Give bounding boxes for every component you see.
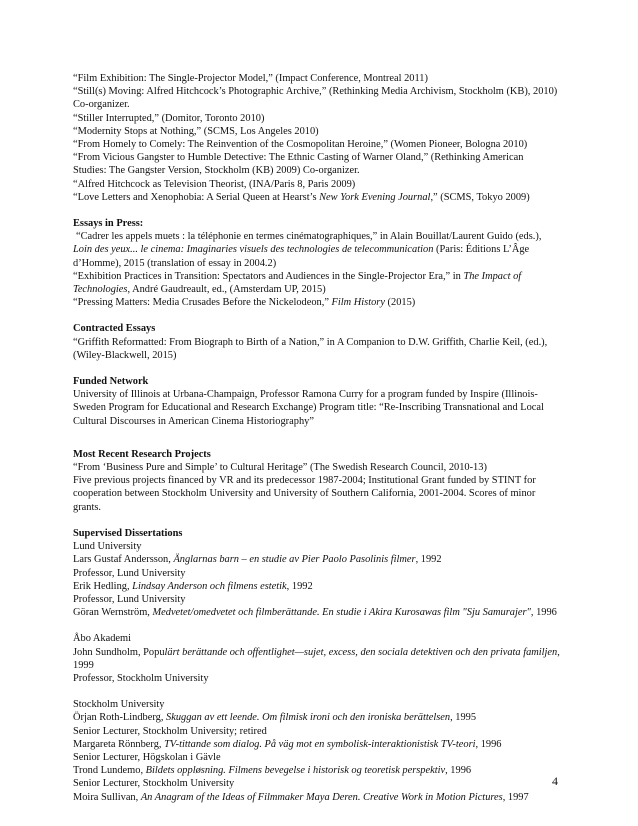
dissertation-line (73, 738, 563, 751)
position-line: Professor, Lund University (73, 593, 186, 605)
presentation-line: “Modernity Stops at Nothing,” (SCMS, Los Angeles 2010) (73, 125, 319, 137)
position-line: Professor, Lund University (73, 567, 186, 579)
presentation-line: “Still(s) Moving: Alfred Hitchcock’s Photographic Archive,” (Rethinking Media Archivism, Stockholm (KB), 2010) (73, 86, 558, 98)
cv-page (73, 72, 563, 804)
text-segment: , André Gaudreault, ed., (Amsterdam UP, 2015) (127, 284, 326, 296)
section-heading: Most Recent Research Projects (73, 448, 211, 460)
presentation-line: “Stiller Interrupted,” (Domitor, Toronto 2010) (73, 112, 265, 124)
title-segment: Lindsay Anderson och filmens estetik (132, 580, 287, 592)
position-line: Senior Lecturer, Stockholm University; retired (73, 725, 267, 737)
dissertation-line (73, 711, 563, 724)
title-segment: Änglarnas barn – en studie av Pier Paolo Pasolinis filmer (173, 554, 416, 566)
essay-line (73, 270, 563, 283)
paragraph-line: grants. (73, 501, 101, 513)
text-segment: “Exhibition Practices in Transition: Spectators and Audiences in the Single-Projector Era,” in (73, 270, 464, 282)
title-segment: Skuggan av ett leende. Om filmisk ironi och den ironiska berättelsen (166, 712, 451, 724)
paragraph-line: Sweden Program for Educational and Research Exchange) Program title: “Re-Inscribing Transnational and Local (73, 402, 544, 414)
text-segment: John Sundholm, Popu (73, 646, 165, 658)
essay-line: (Wiley-Blackwell, 2015) (73, 349, 177, 361)
presentations-list (73, 72, 563, 204)
institution-label: Lund University (73, 541, 142, 553)
essay-line (73, 283, 563, 296)
paragraph-line: “From ‘Business Pure and Simple’ to Cultural Heritage” (The Swedish Research Council, 2010-13) (73, 462, 487, 474)
essay-line (73, 296, 563, 309)
title-segment: Film History (331, 297, 385, 309)
presentation-line (73, 191, 563, 204)
title-segment: TV-tittande som dialog. På väg mot en symbolisk-interaktionistisk TV-teori (164, 738, 476, 750)
contracted-essays-section (73, 322, 563, 362)
text-segment: Erik Hedling, (73, 580, 133, 592)
dissertation-line (73, 606, 563, 619)
title-segment: Medvetet/omedvetet och filmberättande. En studie i Akira Kurosawas film "Sju Samurajer", (152, 607, 534, 619)
institution-label: Stockholm University (73, 699, 165, 711)
research-projects-section (73, 448, 563, 514)
text-segment: , 1996 (475, 738, 502, 750)
paragraph-line: University of Illinois at Urbana-Champaign, Professor Ramona Curry for a program funded by Inspire (Illinois- (73, 389, 538, 401)
page-number: 4 (552, 774, 558, 788)
title-segment: lärt berättande och offentlighet—sujet, excess, den sociala detektiven och den privata familjen (164, 646, 558, 658)
position-line: Senior Lecturer, Stockholm University (73, 778, 235, 790)
institution-label: Åbo Akademi (73, 633, 132, 645)
paragraph-line: Cultural Discourses in American Cinema Historiography” (73, 415, 314, 427)
text-segment: “Pressing Matters: Media Crusades Before the Nickelodeon,” (73, 297, 332, 309)
text-segment: , 1996 (445, 765, 472, 777)
presentation-line: “Film Exhibition: The Single-Projector Model,” (Impact Conference, Montreal 2011) (73, 73, 428, 84)
position-line: Senior Lecturer, Högskolan i Gävle (73, 751, 221, 763)
presentation-line: “Alfred Hitchcock as Television Theorist, (INA/Paris 8, Paris 2009) (73, 178, 356, 190)
presentation-line: Co-organizer. (73, 99, 130, 111)
title-segment: Bildets oppløsning. Filmens bevegelse i historisk og teoretisk perspektiv (145, 765, 446, 777)
section-heading: Contracted Essays (73, 323, 156, 335)
paragraph-line: cooperation between Stockholm University and University of Southern California, 2001-2004. Scores of minor (73, 488, 536, 500)
presentation-line: Studies: The Gangster Version, Stockholm (KB) 2009) Co-organizer. (73, 165, 360, 177)
text-segment: Lars Gustaf Andersson, (73, 554, 174, 566)
title-segment: New York Evening Journal (319, 191, 431, 203)
text-segment: ,” (SCMS, Tokyo 2009) (430, 191, 530, 203)
dissertation-line (73, 791, 563, 804)
text-segment: 1996 (533, 607, 557, 619)
section-heading: Funded Network (73, 376, 149, 388)
title-segment: An Anagram of the Ideas of Filmmaker Maya Deren. Creative Work in Motion Pictures (140, 791, 503, 803)
text-segment: (Paris: Éditions L’Âge (433, 244, 530, 256)
paragraph-line: Five previous projects financed by VR and its predecessor 1987-2004; Institutional Grant funded by STINT for (73, 475, 536, 487)
text-segment: , 1992 (286, 580, 313, 592)
text-segment: , 1997 (502, 791, 529, 803)
dissertation-year: 1999 (73, 659, 94, 671)
essay-line: “Griffith Reformatted: From Biograph to Birth of a Nation,” in A Companion to D.W. Griffith, Charlie Keil, (ed.), (73, 336, 548, 348)
text-segment: Göran Wernström, (73, 607, 153, 619)
section-heading: Supervised Dissertations (73, 527, 183, 539)
text-segment: “Love Letters and Xenophobia: A Serial Queen at Hearst’s (73, 191, 320, 203)
text-segment: , 1992 (415, 554, 442, 566)
title-segment: The Impact of (463, 270, 522, 282)
text-segment: Trond Lundemo, (73, 765, 146, 777)
essay-line: “Cadrer les appels muets : la téléphonie en termes cinématographiques,” in Alain Bouillat/Laurent Guido (eds.), (76, 231, 542, 243)
section-heading: Essays in Press: (73, 218, 144, 230)
funded-network-section (73, 375, 563, 428)
presentation-line: “From Homely to Comely: The Reinvention of the Cosmopolitan Heroine,” (Women Pioneer, Bologna 2010) (73, 139, 528, 151)
title-segment: Technologies (73, 284, 128, 296)
dissertation-line (73, 764, 563, 777)
position-line: Professor, Stockholm University (73, 672, 209, 684)
text-segment: Örjan Roth-Lindberg, (73, 712, 167, 724)
presentation-line: “From Vicious Gangster to Humble Detective: The Ethnic Casting of Warner Oland,” (Rethinking American (73, 152, 524, 164)
supervised-dissertations-section (73, 527, 563, 804)
text-segment: (2015) (384, 297, 416, 309)
title-segment: Loin des yeux... le cinema: Imaginaries visuels des technologies de telecommunication (73, 244, 434, 256)
essay-line (73, 243, 563, 256)
dissertation-line (73, 580, 563, 593)
text-segment: Moira Sullivan, (73, 791, 141, 803)
text-segment: Margareta Rönnberg, (73, 738, 165, 750)
dissertation-line (73, 646, 563, 659)
essays-in-press-section (73, 217, 563, 309)
essay-line: d’Homme), 2015 (translation of essay in 2004.2) (73, 257, 277, 269)
text-segment: , 1995 (450, 712, 477, 724)
text-segment: , (557, 646, 560, 658)
dissertation-line (73, 553, 563, 566)
